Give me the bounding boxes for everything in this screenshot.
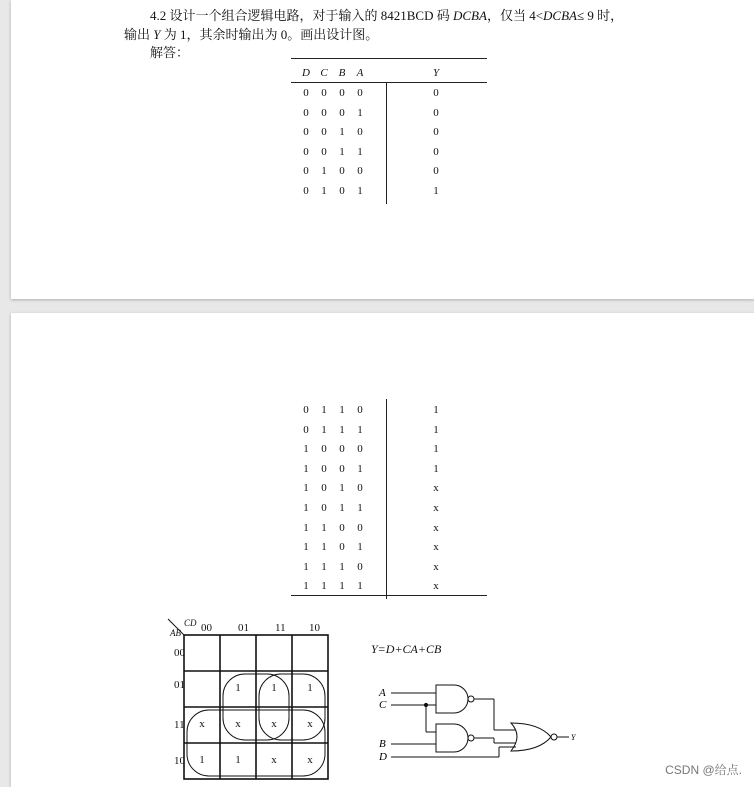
table-input-cell: 0 xyxy=(321,106,327,119)
table-input-cell: 1 xyxy=(321,165,327,178)
table-input-cell: 0 xyxy=(303,106,309,119)
problem-text: 输出 xyxy=(124,27,154,42)
table-header-cell: D xyxy=(302,67,310,79)
table-input-cell: 0 xyxy=(321,87,327,99)
kmap-cell-value: 1 xyxy=(199,754,205,766)
table-input-cell: 1 xyxy=(357,185,363,197)
kmap-cell-value: 1 xyxy=(235,754,241,766)
table-input-cell: 1 xyxy=(321,404,327,416)
kmap-cell-value: x xyxy=(235,718,241,730)
table-input-cell: 0 xyxy=(303,165,309,178)
problem-var: Y xyxy=(153,27,161,42)
table-input-cell: 0 xyxy=(357,521,363,534)
table-input-cell: 1 xyxy=(303,521,309,534)
table-input-cell: 0 xyxy=(357,87,363,99)
table-input-cell: 0 xyxy=(339,521,345,534)
table-input-cell: 1 xyxy=(303,502,309,514)
table-input-cell: 0 xyxy=(357,482,363,495)
kmap-cell-value: x xyxy=(307,718,313,730)
table-output-cell: 0 xyxy=(433,145,439,158)
table-input-cell: 1 xyxy=(303,580,309,593)
kmap-row-label: 11 xyxy=(174,719,185,731)
kmap-col-label: 11 xyxy=(275,622,286,634)
kmap-row-label: 10 xyxy=(174,755,185,767)
nand-gate-3 xyxy=(511,723,551,751)
table-input-cell: 1 xyxy=(339,482,345,495)
table-output-cell: x xyxy=(433,560,439,573)
kmap-cell-value: x xyxy=(307,754,313,766)
problem-text: 4.2 设计一个组合逻辑电路，对于输入的 8421BCD 码 xyxy=(150,8,453,23)
table-input-cell: 0 xyxy=(357,404,363,416)
kmap-col-label: 10 xyxy=(309,622,320,634)
table-input-cell: 0 xyxy=(339,165,345,178)
table-output-cell: 1 xyxy=(433,185,439,197)
table-input-cell: 0 xyxy=(321,462,327,475)
table-input-cell: 0 xyxy=(321,126,327,139)
table-input-cell: 0 xyxy=(303,404,309,416)
table-input-cell: 1 xyxy=(357,106,363,119)
kmap-cell-value: x xyxy=(199,718,205,730)
table-header-rule xyxy=(291,82,487,83)
table-input-cell: 0 xyxy=(339,87,345,99)
table-output-cell: 0 xyxy=(433,106,439,119)
table-output-cell: 0 xyxy=(433,126,439,139)
table-input-cell: 0 xyxy=(321,443,327,456)
problem-var: DCBA xyxy=(452,8,487,23)
table-input-cell: 1 xyxy=(321,521,327,534)
kmap-cell-value: 1 xyxy=(271,682,277,694)
table-input-cell: 1 xyxy=(303,482,309,495)
table-input-cell: 1 xyxy=(357,580,363,593)
kmap-row-label: 00 xyxy=(174,647,185,659)
table-output-cell: 1 xyxy=(433,443,439,456)
kmap-cell-value: 1 xyxy=(235,682,241,694)
table-input-cell: 1 xyxy=(321,541,327,554)
problem-line-1 xyxy=(150,8,623,24)
table-input-cell: 1 xyxy=(303,541,309,554)
table-input-cell: 0 xyxy=(303,423,309,436)
table-input-cell: 1 xyxy=(357,462,363,475)
table-input-cell: 0 xyxy=(339,541,345,554)
table-input-cell: 1 xyxy=(339,502,345,514)
table-input-cell: 0 xyxy=(303,185,309,197)
table-input-cell: 0 xyxy=(321,502,327,514)
table-input-cell: 1 xyxy=(321,423,327,436)
table-divider xyxy=(386,399,387,599)
table-header-cell: B xyxy=(338,67,346,79)
table-input-cell: 0 xyxy=(357,560,363,573)
problem-text: 为 1，其余时输出为 0。画出设计图。 xyxy=(160,27,379,42)
answer-label: 解答： xyxy=(150,45,190,60)
table-input-cell: 1 xyxy=(303,462,309,475)
boolean-formula: Y=D+CA+CB xyxy=(371,642,442,656)
document-page-1 xyxy=(11,0,754,299)
table-input-cell: 1 xyxy=(357,145,363,158)
table-input-cell: 1 xyxy=(321,560,327,573)
table-output-cell: 0 xyxy=(433,165,439,178)
table-header-cell: A xyxy=(356,67,364,79)
circuit-input-b: B xyxy=(379,738,386,750)
table-input-cell: 0 xyxy=(339,185,345,197)
kmap-cell-value: 1 xyxy=(307,682,313,694)
problem-text: ，仅当 4< xyxy=(486,8,544,23)
table-input-cell: 0 xyxy=(321,145,327,158)
problem-var: DCBA xyxy=(543,8,577,23)
circuit-input-a: A xyxy=(379,687,386,699)
kmap-cell-value: x xyxy=(271,754,277,766)
table-input-cell: 1 xyxy=(321,580,327,593)
logic-circuit xyxy=(371,681,591,771)
table-input-cell: 0 xyxy=(303,126,309,139)
table-output-cell: 1 xyxy=(433,404,439,416)
table-input-cell: 1 xyxy=(339,580,345,593)
table-input-cell: 0 xyxy=(339,462,345,475)
problem-line-2 xyxy=(124,27,378,43)
table-top-rule xyxy=(291,58,487,59)
table-output-cell: x xyxy=(433,502,439,514)
table-output-cell: 1 xyxy=(433,423,439,436)
table-header-cell: Y xyxy=(432,67,440,79)
table-input-cell: 0 xyxy=(321,482,327,495)
table-input-cell: 0 xyxy=(357,443,363,456)
nand-gate-2 xyxy=(436,724,468,752)
table-input-cell: 1 xyxy=(339,126,345,139)
circuit-output-y: Y xyxy=(571,733,576,742)
table-output-cell: 0 xyxy=(433,87,439,99)
table-output-cell: x xyxy=(433,541,439,554)
document-page-2 xyxy=(11,313,754,787)
table-input-cell: 0 xyxy=(357,126,363,139)
table-input-cell: 1 xyxy=(357,541,363,554)
table-input-cell: 0 xyxy=(303,87,309,99)
table-input-cell: 0 xyxy=(339,106,345,119)
table-output-cell: 1 xyxy=(433,462,439,475)
table-output-cell: x xyxy=(433,580,439,593)
table-output-cell: x xyxy=(433,521,439,534)
kmap-corner-top: CD xyxy=(184,618,197,628)
kmap-col-label: 01 xyxy=(238,622,249,634)
problem-text: ≤ 9 时， xyxy=(576,8,624,23)
table-input-cell: 1 xyxy=(303,560,309,573)
table-input-cell: 1 xyxy=(321,185,327,197)
table-input-cell: 0 xyxy=(303,145,309,158)
table-input-cell: 1 xyxy=(357,502,363,514)
csdn-watermark: CSDN @给点. xyxy=(665,763,742,777)
table-output-cell: x xyxy=(433,482,439,495)
kmap-col-label: 00 xyxy=(201,622,212,634)
circuit-input-c: C xyxy=(379,699,387,711)
table-input-cell: 1 xyxy=(339,145,345,158)
kmap-row-label: 01 xyxy=(174,679,185,691)
kmap-cell-value: x xyxy=(271,718,277,730)
table-bottom-rule xyxy=(291,595,487,596)
table-input-cell: 1 xyxy=(339,423,345,436)
circuit-input-d: D xyxy=(379,751,387,763)
table-input-cell: 0 xyxy=(339,443,345,456)
table-input-cell: 1 xyxy=(339,404,345,416)
table-input-cell: 1 xyxy=(303,443,309,456)
table-input-cell: 0 xyxy=(357,165,363,178)
nand-gate-1 xyxy=(436,685,468,713)
table-divider xyxy=(386,82,387,204)
table-input-cell: 1 xyxy=(339,560,345,573)
table-header-cell: C xyxy=(320,67,328,79)
kmap-corner-left: AB xyxy=(170,628,181,638)
table-input-cell: 1 xyxy=(357,423,363,436)
